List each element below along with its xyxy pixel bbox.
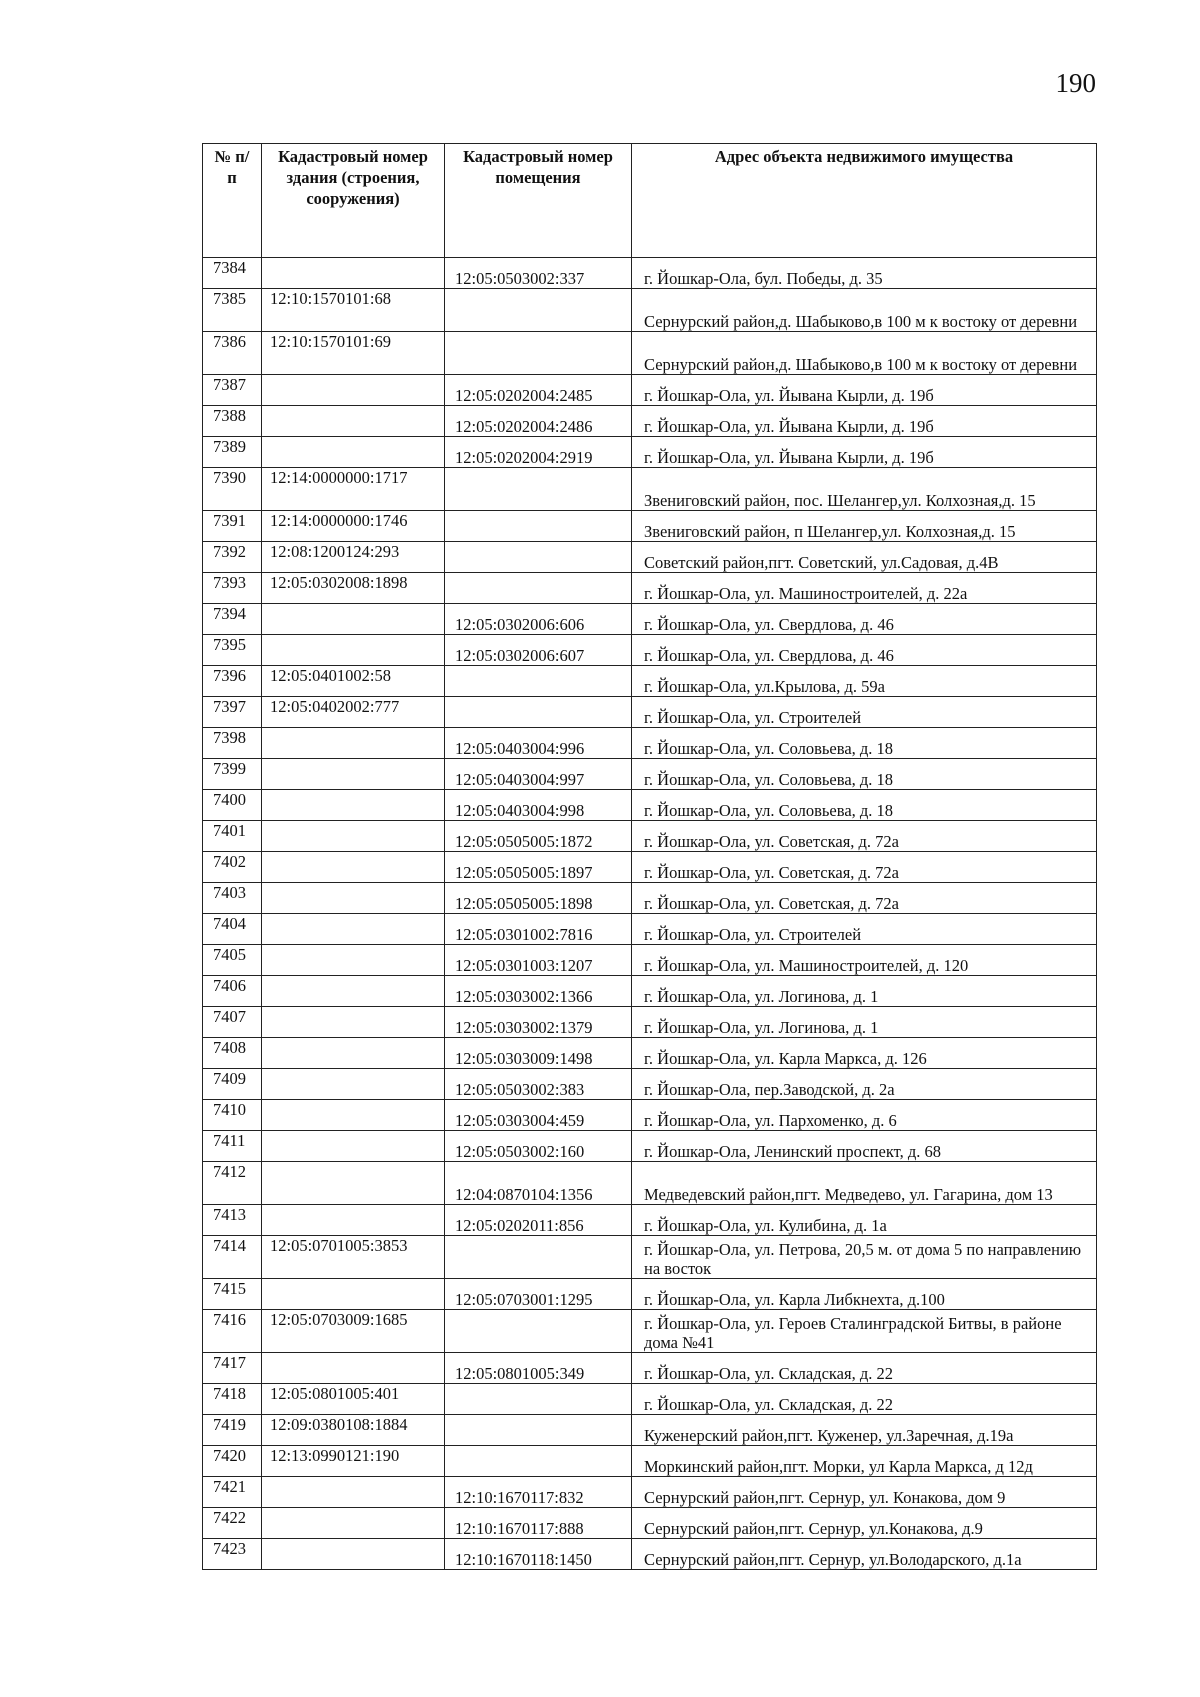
address-cell: г. Йошкар-Ола, ул. Кулибина, д. 1а — [632, 1205, 1097, 1236]
address-cell: г. Йошкар-Ола, Ленинский проспект, д. 68 — [632, 1131, 1097, 1162]
building-cadastral-cell — [262, 258, 445, 289]
building-cadastral-cell: 12:13:0990121:190 — [262, 1446, 445, 1477]
table-row — [203, 289, 1097, 332]
table-row — [203, 406, 1097, 437]
address-cell: г. Йошкар-Ола, ул. Логинова, д. 1 — [632, 976, 1097, 1007]
table-row — [203, 759, 1097, 790]
table-row — [203, 258, 1097, 289]
table-row — [203, 542, 1097, 573]
room-cadastral-cell — [445, 1236, 632, 1279]
table-row — [203, 511, 1097, 542]
room-cadastral-cell: 12:05:0303009:1498 — [445, 1038, 632, 1069]
row-number-cell: 7409 — [203, 1069, 262, 1100]
building-cadastral-cell — [262, 728, 445, 759]
address-cell: г. Йошкар-Ола, ул. Йывана Кырли, д. 19б — [632, 406, 1097, 437]
address-cell: г. Йошкар-Ола, ул. Складская, д. 22 — [632, 1353, 1097, 1384]
building-cadastral-cell: 12:05:0701005:3853 — [262, 1236, 445, 1279]
header-address: Адрес объекта недвижимого имущества — [632, 144, 1097, 258]
building-cadastral-cell — [262, 1162, 445, 1205]
room-cadastral-cell: 12:05:0302006:607 — [445, 635, 632, 666]
table-row — [203, 1007, 1097, 1038]
table-row — [203, 697, 1097, 728]
table-row — [203, 821, 1097, 852]
table-row — [203, 666, 1097, 697]
building-cadastral-cell — [262, 437, 445, 468]
row-number-cell: 7386 — [203, 332, 262, 375]
address-cell: г. Йошкар-Ола, пер.Заводской, д. 2а — [632, 1069, 1097, 1100]
address-cell: Сернурский район,пгт. Сернур, ул.Володарского, д.1а — [632, 1539, 1097, 1570]
building-cadastral-cell — [262, 945, 445, 976]
row-number-cell: 7411 — [203, 1131, 262, 1162]
building-cadastral-cell — [262, 883, 445, 914]
row-number-cell: 7423 — [203, 1539, 262, 1570]
room-cadastral-cell — [445, 468, 632, 511]
address-cell: г. Йошкар-Ола, ул. Соловьева, д. 18 — [632, 759, 1097, 790]
header-number: № п/п — [203, 144, 262, 258]
row-number-cell: 7397 — [203, 697, 262, 728]
table-row — [203, 790, 1097, 821]
room-cadastral-cell — [445, 1415, 632, 1446]
room-cadastral-cell: 12:05:0301002:7816 — [445, 914, 632, 945]
table-row — [203, 1446, 1097, 1477]
building-cadastral-cell: 12:08:1200124:293 — [262, 542, 445, 573]
row-number-cell: 7420 — [203, 1446, 262, 1477]
address-cell: г. Йошкар-Ола, ул. Йывана Кырли, д. 19б — [632, 437, 1097, 468]
room-cadastral-cell — [445, 289, 632, 332]
row-number-cell: 7414 — [203, 1236, 262, 1279]
room-cadastral-cell: 12:05:0403004:998 — [445, 790, 632, 821]
building-cadastral-cell — [262, 1007, 445, 1038]
building-cadastral-cell — [262, 1069, 445, 1100]
building-cadastral-cell — [262, 976, 445, 1007]
row-number-cell: 7405 — [203, 945, 262, 976]
row-number-cell: 7385 — [203, 289, 262, 332]
address-cell: Сернурский район,пгт. Сернур, ул.Конакова, д.9 — [632, 1508, 1097, 1539]
room-cadastral-cell: 12:05:0503002:160 — [445, 1131, 632, 1162]
room-cadastral-cell: 12:05:0202004:2485 — [445, 375, 632, 406]
table-row — [203, 332, 1097, 375]
row-number-cell: 7399 — [203, 759, 262, 790]
room-cadastral-cell: 12:05:0503002:337 — [445, 258, 632, 289]
building-cadastral-cell — [262, 852, 445, 883]
row-number-cell: 7394 — [203, 604, 262, 635]
row-number-cell: 7421 — [203, 1477, 262, 1508]
address-cell: Моркинский район,пгт. Морки, ул Карла Маркса, д 12д — [632, 1446, 1097, 1477]
room-cadastral-cell: 12:05:0202011:856 — [445, 1205, 632, 1236]
address-cell: Сернурский район,пгт. Сернур, ул. Конакова, дом 9 — [632, 1477, 1097, 1508]
building-cadastral-cell — [262, 821, 445, 852]
address-cell: Куженерский район,пгт. Куженер, ул.Заречная, д.19а — [632, 1415, 1097, 1446]
header-room-cadastral: Кадастровый номер помещения — [445, 144, 632, 258]
room-cadastral-cell — [445, 542, 632, 573]
room-cadastral-cell: 12:05:0403004:997 — [445, 759, 632, 790]
building-cadastral-cell — [262, 1477, 445, 1508]
row-number-cell: 7416 — [203, 1310, 262, 1353]
row-number-cell: 7404 — [203, 914, 262, 945]
building-cadastral-cell: 12:14:0000000:1746 — [262, 511, 445, 542]
building-cadastral-cell — [262, 1131, 445, 1162]
address-cell: г. Йошкар-Ола, ул. Свердлова, д. 46 — [632, 635, 1097, 666]
building-cadastral-cell — [262, 1038, 445, 1069]
table-row — [203, 1477, 1097, 1508]
room-cadastral-cell: 12:10:1670117:832 — [445, 1477, 632, 1508]
table-row — [203, 1310, 1097, 1353]
room-cadastral-cell: 12:05:0403004:996 — [445, 728, 632, 759]
room-cadastral-cell: 12:05:0505005:1897 — [445, 852, 632, 883]
table-row — [203, 573, 1097, 604]
row-number-cell: 7403 — [203, 883, 262, 914]
address-cell: г. Йошкар-Ола, ул. Карла Маркса, д. 126 — [632, 1038, 1097, 1069]
address-cell: Сернурский район,д. Шабыково,в 100 м к востоку от деревни — [632, 332, 1097, 375]
table-row — [203, 1539, 1097, 1570]
table-row — [203, 1100, 1097, 1131]
row-number-cell: 7408 — [203, 1038, 262, 1069]
room-cadastral-cell — [445, 697, 632, 728]
room-cadastral-cell: 12:05:0302006:606 — [445, 604, 632, 635]
table-row — [203, 1236, 1097, 1279]
table-row — [203, 1205, 1097, 1236]
room-cadastral-cell — [445, 511, 632, 542]
room-cadastral-cell — [445, 1310, 632, 1353]
room-cadastral-cell: 12:05:0301003:1207 — [445, 945, 632, 976]
address-cell: г. Йошкар-Ола, ул. Петрова, 20,5 м. от дома 5 по направлению на восток — [632, 1236, 1097, 1279]
room-cadastral-cell: 12:05:0703001:1295 — [445, 1279, 632, 1310]
table-body — [203, 258, 1097, 1570]
row-number-cell: 7413 — [203, 1205, 262, 1236]
row-number-cell: 7400 — [203, 790, 262, 821]
room-cadastral-cell: 12:05:0801005:349 — [445, 1353, 632, 1384]
address-cell: г. Йошкар-Ола, ул. Машиностроителей, д. 22а — [632, 573, 1097, 604]
page-number: 190 — [1055, 68, 1096, 98]
table-row — [203, 1384, 1097, 1415]
row-number-cell: 7407 — [203, 1007, 262, 1038]
table-row — [203, 1162, 1097, 1205]
building-cadastral-cell — [262, 375, 445, 406]
table-row — [203, 1131, 1097, 1162]
building-cadastral-cell — [262, 1279, 445, 1310]
room-cadastral-cell — [445, 666, 632, 697]
address-cell: г. Йошкар-Ола, ул. Советская, д. 72а — [632, 821, 1097, 852]
address-cell: Звениговский район, пос. Шелангер,ул. Колхозная,д. 15 — [632, 468, 1097, 511]
table-row — [203, 635, 1097, 666]
row-number-cell: 7396 — [203, 666, 262, 697]
table-row — [203, 1353, 1097, 1384]
building-cadastral-cell — [262, 1353, 445, 1384]
building-cadastral-cell: 12:05:0401002:58 — [262, 666, 445, 697]
row-number-cell: 7388 — [203, 406, 262, 437]
row-number-cell: 7401 — [203, 821, 262, 852]
address-cell: Звениговский район, п Шелангер,ул. Колхозная,д. 15 — [632, 511, 1097, 542]
room-cadastral-cell: 12:05:0505005:1872 — [445, 821, 632, 852]
building-cadastral-cell — [262, 1100, 445, 1131]
building-cadastral-cell: 12:05:0703009:1685 — [262, 1310, 445, 1353]
address-cell: Сернурский район,д. Шабыково,в 100 м к востоку от деревни — [632, 289, 1097, 332]
address-cell: г. Йошкар-Ола, ул. Героев Сталинградской Битвы, в районе дома №41 — [632, 1310, 1097, 1353]
row-number-cell: 7412 — [203, 1162, 262, 1205]
table-row — [203, 437, 1097, 468]
room-cadastral-cell: 12:05:0303002:1379 — [445, 1007, 632, 1038]
table-row — [203, 728, 1097, 759]
building-cadastral-cell — [262, 1508, 445, 1539]
address-cell: г. Йошкар-Ола, ул. Советская, д. 72а — [632, 852, 1097, 883]
room-cadastral-cell — [445, 573, 632, 604]
building-cadastral-cell: 12:10:1570101:69 — [262, 332, 445, 375]
row-number-cell: 7389 — [203, 437, 262, 468]
row-number-cell: 7410 — [203, 1100, 262, 1131]
table-row — [203, 604, 1097, 635]
table-row — [203, 976, 1097, 1007]
row-number-cell: 7402 — [203, 852, 262, 883]
address-cell: г. Йошкар-Ола, ул. Свердлова, д. 46 — [632, 604, 1097, 635]
table-row — [203, 1069, 1097, 1100]
row-number-cell: 7390 — [203, 468, 262, 511]
address-cell: г. Йошкар-Ола, ул. Йывана Кырли, д. 19б — [632, 375, 1097, 406]
address-cell: г. Йошкар-Ола, ул. Машиностроителей, д. 120 — [632, 945, 1097, 976]
row-number-cell: 7419 — [203, 1415, 262, 1446]
address-cell: г. Йошкар-Ола, ул. Складская, д. 22 — [632, 1384, 1097, 1415]
row-number-cell: 7393 — [203, 573, 262, 604]
table-header-row — [203, 144, 1097, 258]
room-cadastral-cell: 12:05:0503002:383 — [445, 1069, 632, 1100]
header-building-cadastral: Кадастровый номер здания (строения, сооружения) — [262, 144, 445, 258]
room-cadastral-cell: 12:05:0202004:2919 — [445, 437, 632, 468]
address-cell: г. Йошкар-Ола, ул. Строителей — [632, 697, 1097, 728]
building-cadastral-cell: 12:09:0380108:1884 — [262, 1415, 445, 1446]
building-cadastral-cell — [262, 1539, 445, 1570]
row-number-cell: 7417 — [203, 1353, 262, 1384]
building-cadastral-cell: 12:05:0302008:1898 — [262, 573, 445, 604]
table-row — [203, 1508, 1097, 1539]
room-cadastral-cell: 12:05:0202004:2486 — [445, 406, 632, 437]
building-cadastral-cell — [262, 1205, 445, 1236]
address-cell: Медведевский район,пгт. Медведево, ул. Гагарина, дом 13 — [632, 1162, 1097, 1205]
room-cadastral-cell: 12:10:1670117:888 — [445, 1508, 632, 1539]
room-cadastral-cell — [445, 1446, 632, 1477]
table-row — [203, 375, 1097, 406]
room-cadastral-cell — [445, 1384, 632, 1415]
row-number-cell: 7391 — [203, 511, 262, 542]
table-row — [203, 1038, 1097, 1069]
row-number-cell: 7387 — [203, 375, 262, 406]
room-cadastral-cell — [445, 332, 632, 375]
table-row — [203, 883, 1097, 914]
address-cell: г. Йошкар-Ола, ул. Логинова, д. 1 — [632, 1007, 1097, 1038]
table-row — [203, 945, 1097, 976]
address-cell: г. Йошкар-Ола, бул. Победы, д. 35 — [632, 258, 1097, 289]
address-cell: Советский район,пгт. Советский, ул.Садовая, д.4В — [632, 542, 1097, 573]
table-row — [203, 1415, 1097, 1446]
building-cadastral-cell — [262, 406, 445, 437]
building-cadastral-cell — [262, 635, 445, 666]
table-row — [203, 468, 1097, 511]
table-row — [203, 914, 1097, 945]
table-row — [203, 852, 1097, 883]
address-cell: г. Йошкар-Ола, ул. Соловьева, д. 18 — [632, 790, 1097, 821]
row-number-cell: 7415 — [203, 1279, 262, 1310]
building-cadastral-cell — [262, 604, 445, 635]
building-cadastral-cell: 12:05:0402002:777 — [262, 697, 445, 728]
building-cadastral-cell: 12:14:0000000:1717 — [262, 468, 445, 511]
building-cadastral-cell — [262, 914, 445, 945]
address-cell: г. Йошкар-Ола, ул. Карла Либкнехта, д.100 — [632, 1279, 1097, 1310]
room-cadastral-cell: 12:05:0303002:1366 — [445, 976, 632, 1007]
row-number-cell: 7395 — [203, 635, 262, 666]
building-cadastral-cell — [262, 790, 445, 821]
row-number-cell: 7418 — [203, 1384, 262, 1415]
address-cell: г. Йошкар-Ола, ул.Крылова, д. 59а — [632, 666, 1097, 697]
address-cell: г. Йошкар-Ола, ул. Соловьева, д. 18 — [632, 728, 1097, 759]
room-cadastral-cell: 12:05:0505005:1898 — [445, 883, 632, 914]
building-cadastral-cell: 12:05:0801005:401 — [262, 1384, 445, 1415]
room-cadastral-cell: 12:04:0870104:1356 — [445, 1162, 632, 1205]
room-cadastral-cell: 12:10:1670118:1450 — [445, 1539, 632, 1570]
row-number-cell: 7422 — [203, 1508, 262, 1539]
row-number-cell: 7398 — [203, 728, 262, 759]
row-number-cell: 7406 — [203, 976, 262, 1007]
address-cell: г. Йошкар-Ола, ул. Советская, д. 72а — [632, 883, 1097, 914]
room-cadastral-cell: 12:05:0303004:459 — [445, 1100, 632, 1131]
building-cadastral-cell: 12:10:1570101:68 — [262, 289, 445, 332]
registry-table — [202, 143, 1097, 1570]
table-row — [203, 1279, 1097, 1310]
building-cadastral-cell — [262, 759, 445, 790]
row-number-cell: 7384 — [203, 258, 262, 289]
address-cell: г. Йошкар-Ола, ул. Пархоменко, д. 6 — [632, 1100, 1097, 1131]
row-number-cell: 7392 — [203, 542, 262, 573]
address-cell: г. Йошкар-Ола, ул. Строителей — [632, 914, 1097, 945]
